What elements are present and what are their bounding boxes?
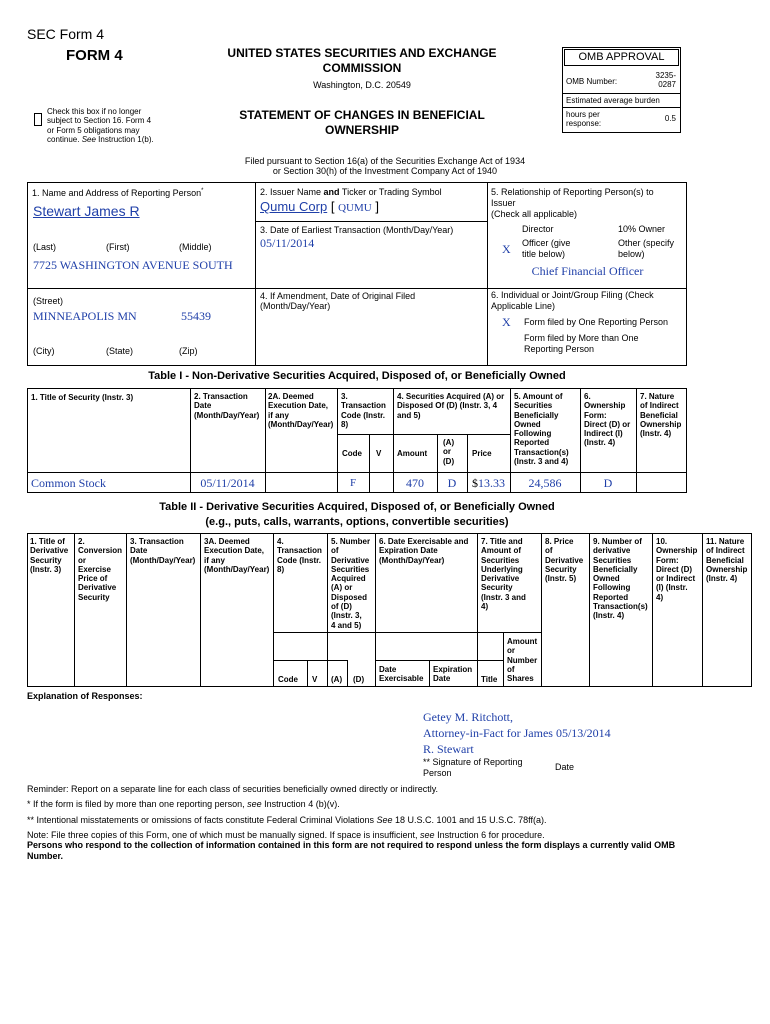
t2-h2-3: Exercise bbox=[78, 564, 111, 574]
t1-h3 bbox=[341, 392, 386, 429]
t2-h11 bbox=[706, 537, 747, 583]
filing-label-2: Applicable Line) bbox=[491, 301, 556, 311]
reporting-person-label bbox=[32, 188, 203, 198]
t2-h2-2: or bbox=[78, 555, 86, 565]
t2-sub-title: Title bbox=[481, 675, 498, 684]
t2-h2-5: Derivative bbox=[78, 583, 117, 593]
t1-h7-1: of Indirect bbox=[640, 401, 679, 411]
issuer-label bbox=[260, 187, 442, 197]
omb-disclaimer-2: Number. bbox=[27, 851, 64, 861]
t2-h10-2: Form: bbox=[656, 555, 679, 565]
t1-h6-0: 6. bbox=[584, 392, 591, 401]
reminder-note: Reminder: Report on a separate line for each class of securities beneficially owned directly or indirectly. bbox=[27, 784, 439, 794]
checkbox-text-3: or Form 5 obligations may bbox=[47, 125, 140, 135]
t2-h9-2: Securities bbox=[593, 555, 632, 565]
t2-h9-6: Reported bbox=[593, 592, 629, 602]
t2-h4-2: Code (Instr. bbox=[277, 555, 322, 565]
street-label: (Street) bbox=[33, 296, 64, 306]
reporting-city: MINNEAPOLIS MN bbox=[33, 309, 137, 323]
officer-label-2: title below) bbox=[522, 249, 566, 259]
omb-hours-value: 0.5 bbox=[664, 114, 676, 123]
filing-label bbox=[491, 290, 654, 312]
t2-sub-amount bbox=[507, 637, 537, 683]
t2-h3a bbox=[204, 537, 269, 574]
note1-post: Instruction 4 (b)(v). bbox=[264, 799, 340, 810]
t2-h11-1: of Indirect bbox=[706, 546, 745, 556]
t2-h7-0: 7. Title and bbox=[481, 537, 523, 546]
note3-post: Instruction 6 for procedure. bbox=[437, 829, 545, 840]
t2-h5-6: Disposed bbox=[331, 592, 368, 602]
t2-h3a-3: (Month/Day/Year) bbox=[204, 564, 270, 574]
t1-sub-code: Code bbox=[342, 449, 362, 458]
t2-h6 bbox=[379, 537, 468, 565]
reporting-person-label-sup: * bbox=[201, 188, 204, 194]
t2-h9-7: Transaction(s) bbox=[593, 602, 648, 612]
issuer-label-and: and bbox=[323, 187, 340, 197]
filing-check-mark: X bbox=[502, 315, 511, 329]
t1-h2-1: Date bbox=[194, 401, 212, 411]
t2-h10-4: or Indirect bbox=[656, 574, 696, 584]
t2-h7-4: Derivative bbox=[481, 574, 520, 584]
t2-h4-0: 4. bbox=[277, 537, 284, 546]
t2-h5-3: Securities bbox=[331, 564, 370, 574]
note2-pre: ** Intentional misstatements or omissions of facts constitute Federal Criminal Violations bbox=[27, 814, 374, 825]
earliest-date-label: 3. Date of Earliest Transaction (Month/Day/Year) bbox=[260, 225, 454, 235]
t2-h9-4: Owned bbox=[593, 574, 620, 584]
omb-disclaimer-1: Persons who respond to the collection of information contained in this form are not required to respond unless the form displays a currently valid OMB bbox=[27, 840, 676, 850]
t2-h8-4: (Instr. 5) bbox=[545, 574, 577, 584]
t2-sub-amount-4: Shares bbox=[507, 674, 534, 684]
state-label: (State) bbox=[106, 346, 134, 356]
t2-h2 bbox=[78, 537, 122, 602]
t1-h2-0: 2. Transaction bbox=[194, 392, 248, 401]
filing-label-1: 6. Individual or Joint/Group Filing (Check bbox=[491, 290, 654, 300]
checkbox-text-1: Check this box if no longer bbox=[47, 107, 142, 116]
t2-h10-6: 4) bbox=[656, 592, 664, 602]
t2-sub-exp-0: Expiration bbox=[433, 665, 473, 674]
t2-h4-3: 8) bbox=[277, 564, 285, 574]
filed-line-2: or Section 30(h) of the Investment Company Act of 1940 bbox=[272, 166, 498, 176]
t2-h8 bbox=[545, 537, 583, 583]
amendment-label bbox=[260, 291, 415, 311]
t2-h11-3: Ownership bbox=[706, 564, 748, 574]
t1-row-form: D bbox=[603, 476, 613, 490]
t2-h5-9: 4 and 5) bbox=[331, 620, 362, 630]
t2-h9 bbox=[593, 537, 648, 621]
t2-sub-d: (D) bbox=[353, 675, 365, 684]
t1-sub-aod bbox=[443, 438, 454, 466]
t1-sub-amount: Amount bbox=[397, 449, 428, 458]
t1-row-aod: D bbox=[447, 476, 457, 490]
omb-disclaimer bbox=[27, 840, 757, 862]
t2-h4 bbox=[277, 537, 322, 574]
t2-sub-code: Code bbox=[278, 675, 298, 684]
t2-h6-2: (Month/Day/Year) bbox=[379, 555, 445, 565]
t2-h6-0: 6. Date Exercisable and bbox=[379, 537, 469, 546]
t2-h8-0: 8. Price bbox=[545, 537, 574, 546]
t1-h7-0: 7. Nature bbox=[640, 392, 675, 401]
t1-row-date: 05/11/2014 bbox=[200, 476, 255, 490]
t2-h1-1: Derivative bbox=[30, 546, 69, 556]
t1-row-code: F bbox=[349, 477, 357, 489]
one-person-option[interactable]: Form filed by One Reporting Person bbox=[524, 317, 669, 327]
checkbox-instruction: Instruction 1(b). bbox=[98, 134, 154, 144]
signature-label-2: Person bbox=[423, 768, 452, 778]
t1-h2a-0: 2A. Deemed bbox=[268, 392, 314, 401]
omb-burden-label: Estimated average burden bbox=[566, 96, 660, 105]
omb-number-value bbox=[630, 71, 676, 90]
agency-line-1: UNITED STATES SECURITIES AND EXCHANGE bbox=[227, 46, 497, 60]
t2-h11-2: Beneficial bbox=[706, 555, 744, 565]
t2-h3a-1: Execution Date, bbox=[204, 546, 265, 556]
t2-h1 bbox=[30, 537, 68, 574]
omb-hours-1: hours per bbox=[566, 110, 600, 119]
t2-h7 bbox=[481, 537, 526, 611]
t1-h5-7: (Instr. 3 and 4) bbox=[514, 457, 569, 467]
t2-h6-1: Expiration Date bbox=[379, 546, 438, 556]
t2-h3a-0: 3A. Deemed bbox=[204, 537, 250, 546]
t2-h7-3: Underlying bbox=[481, 564, 523, 574]
omb-title: OMB APPROVAL bbox=[564, 49, 679, 66]
other-label-1: Other (specify bbox=[618, 238, 675, 248]
t2-sub-date-ex bbox=[379, 665, 423, 684]
table2-title-1: Table II - Derivative Securities Acquired, Disposed of, or Beneficially Owned bbox=[159, 501, 555, 513]
zip-label: (Zip) bbox=[179, 346, 198, 356]
ticker-bracket-open: [ bbox=[330, 199, 335, 214]
t2-h2-4: Price of bbox=[78, 574, 108, 584]
t2-h10 bbox=[656, 537, 697, 602]
t2-h4-1: Transaction bbox=[277, 546, 322, 556]
t2-h9-0: 9. Number of bbox=[593, 537, 642, 546]
t2-sub-amount-0: Amount bbox=[507, 637, 538, 646]
t2-h11-0: 11. Nature bbox=[706, 537, 745, 546]
t2-h1-3: (Instr. 3) bbox=[30, 564, 62, 574]
t2-h5-4: Acquired bbox=[331, 574, 366, 584]
t1-h7 bbox=[640, 392, 681, 438]
t2-h3-2: (Month/Day/Year) bbox=[130, 555, 196, 565]
t1-h2-2: (Month/Day/Year) bbox=[194, 410, 260, 420]
t2-h10-0: 10. bbox=[656, 537, 668, 546]
omb-hours-label bbox=[566, 110, 601, 129]
relationship-label-1: 5. Relationship of Reporting Person(s) to bbox=[491, 187, 654, 197]
t1-h6-4: Indirect (I) bbox=[584, 429, 623, 439]
omb-number-label: OMB Number: bbox=[566, 77, 618, 86]
t2-h1-0: 1. Title of bbox=[30, 537, 65, 546]
footnotes bbox=[27, 782, 747, 843]
table2-title-2: (e.g., puts, calls, warrants, options, convertible securities) bbox=[205, 516, 509, 528]
t2-sub-date-ex-0: Date bbox=[379, 665, 397, 674]
reporting-person-label-text: 1. Name and Address of Reporting Person bbox=[32, 188, 202, 198]
note3-see: see bbox=[420, 829, 435, 840]
relationship-label bbox=[491, 187, 654, 220]
signature-label-1: ** Signature of Reporting bbox=[423, 757, 523, 767]
statement-line-2: OWNERSHIP bbox=[324, 123, 399, 137]
middle-label: (Middle) bbox=[179, 242, 212, 252]
t1-sub-aod-0: (A) bbox=[443, 438, 455, 447]
issuer-label-post: Ticker or Trading Symbol bbox=[341, 187, 442, 197]
note3-pre: Note: File three copies of this Form, one of which must be manually signed. If space is insufficient, bbox=[27, 829, 418, 840]
t1-h6-2: Form: bbox=[584, 410, 607, 420]
sec-form-label: SEC Form 4 bbox=[27, 26, 105, 42]
earliest-date-value: 05/11/2014 bbox=[260, 236, 315, 250]
t2-sub-a: (A) bbox=[331, 675, 343, 684]
t1-h3-0: 3. bbox=[341, 392, 348, 401]
issuer-name-ticker bbox=[260, 199, 379, 214]
t1-row-price-sign: $ bbox=[472, 476, 478, 490]
t1-h5 bbox=[514, 392, 569, 466]
note2-post: 18 U.S.C. 1001 and 15 U.S.C. 78ff(a). bbox=[395, 814, 547, 825]
issuer-ticker: QUMU bbox=[338, 202, 372, 214]
filed-pursuant bbox=[150, 156, 620, 176]
t1-h2a bbox=[268, 392, 333, 429]
explanation-label: Explanation of Responses: bbox=[27, 691, 143, 701]
t2-h3 bbox=[130, 537, 195, 565]
t2-h7-1: Amount of bbox=[481, 546, 521, 556]
t2-h9-3: Beneficially bbox=[593, 564, 638, 574]
t1-h7-2: Beneficial bbox=[640, 410, 678, 420]
t1-row-amount: 470 bbox=[406, 476, 424, 490]
t2-h3-1: Date bbox=[130, 546, 148, 556]
reporting-address: 7725 WASHINGTON AVENUE SOUTH bbox=[33, 258, 233, 272]
t2-h5-7: of (D) bbox=[331, 602, 352, 612]
t1-h6-3: Direct (D) or bbox=[584, 419, 631, 429]
table2-title bbox=[27, 500, 687, 530]
t2-h9-1: derivative bbox=[593, 546, 631, 556]
t1-h2a-2: if any bbox=[268, 410, 289, 420]
director-option[interactable]: Director bbox=[522, 224, 554, 234]
t1-row-title: Common Stock bbox=[31, 476, 107, 490]
t1-h4-2: and 5) bbox=[397, 410, 421, 420]
more-persons-2: Reporting Person bbox=[524, 344, 595, 354]
t2-h8-2: Derivative bbox=[545, 555, 584, 565]
issuer-name-link[interactable]: Qumu Corp bbox=[260, 199, 328, 214]
t2-h5-0: 5. Number bbox=[331, 537, 371, 546]
t1-sub-v: V bbox=[376, 449, 382, 458]
t2-sub-exp bbox=[433, 665, 472, 684]
t2-h10-1: Ownership bbox=[656, 546, 698, 556]
city-label: (City) bbox=[33, 346, 55, 356]
t2-h5-1: of bbox=[331, 546, 339, 556]
t1-h4-1: Disposed Of (D) (Instr. 3, 4 bbox=[397, 401, 498, 411]
reporting-person-name[interactable]: Stewart James R bbox=[33, 203, 140, 219]
checkbox-see: See bbox=[81, 134, 96, 144]
t2-h7-7: 4) bbox=[481, 602, 489, 612]
signature-line-1: Getey M. Ritchott, bbox=[423, 710, 513, 724]
t1-sub-aod-1: or bbox=[443, 447, 451, 457]
t2-sub-v: V bbox=[312, 675, 318, 684]
signature-line-3: R. Stewart bbox=[423, 742, 474, 756]
t2-h7-2: Securities bbox=[481, 555, 520, 565]
t1-h2a-1: Execution Date, bbox=[268, 401, 329, 411]
t2-sub-exp-1: Date bbox=[433, 674, 451, 684]
t1-sub-price: Price bbox=[472, 449, 492, 458]
signature-block bbox=[423, 709, 611, 757]
officer-label-1: Officer (give bbox=[522, 238, 571, 248]
other-option[interactable] bbox=[618, 238, 674, 260]
agency-line-2: COMMISSION bbox=[322, 61, 402, 75]
t1-row-price-value: 13.33 bbox=[478, 476, 505, 490]
t2-h9-8: (Instr. 4) bbox=[593, 611, 625, 621]
signature-line-2: Attorney-in-Fact for James bbox=[423, 726, 553, 740]
t2-h10-5: (I) (Instr. bbox=[656, 583, 688, 593]
t1-h6-1: Ownership bbox=[584, 401, 626, 411]
note-criminal-violations bbox=[27, 813, 747, 828]
officer-title: Chief Financial Officer bbox=[531, 264, 644, 278]
t1-h7-3: Ownership bbox=[640, 419, 682, 429]
t2-h2-0: 2. bbox=[78, 537, 85, 546]
table1-title: Table I - Non-Derivative Securities Acquired, Disposed of, or Beneficially Owned bbox=[148, 370, 566, 382]
statement-title bbox=[187, 108, 537, 138]
t2-h5 bbox=[331, 537, 370, 630]
checkbox-instructions bbox=[47, 107, 177, 144]
t2-sub-date-ex-1: Exercisable bbox=[379, 674, 424, 684]
first-label: (First) bbox=[106, 242, 130, 252]
more-persons-option[interactable] bbox=[524, 333, 639, 355]
t1-h5-4: Following bbox=[514, 429, 552, 439]
t1-h2 bbox=[194, 392, 259, 420]
note1-pre: * If the form is filed by more than one reporting person, bbox=[27, 799, 245, 810]
omb-hours-2: response: bbox=[566, 119, 602, 129]
ten-pct-owner-option[interactable]: 10% Owner bbox=[618, 224, 666, 234]
agency-location: Washington, D.C. 20549 bbox=[313, 80, 411, 90]
agency-name bbox=[187, 46, 537, 76]
checkbox-text-4: continue. bbox=[47, 134, 80, 144]
t1-h4-0: 4. Securities Acquired (A) or bbox=[397, 392, 505, 401]
t1-h3-2: Code (Instr. bbox=[341, 410, 386, 420]
t2-h8-3: Security bbox=[545, 564, 577, 574]
last-label: (Last) bbox=[33, 242, 57, 252]
t2-h10-3: Direct (D) bbox=[656, 564, 693, 574]
checkbox-text-2: subject to Section 16. Form 4 bbox=[47, 116, 152, 126]
t2-h5-8: (Instr. 3, bbox=[331, 611, 362, 621]
no-longer-subject-checkbox[interactable] bbox=[34, 113, 42, 126]
ticker-bracket-close: ] bbox=[375, 199, 379, 214]
signature-label bbox=[423, 757, 523, 779]
t1-h5-0: 5. Amount of bbox=[514, 392, 563, 401]
t2-h5-5: (A) or bbox=[331, 583, 353, 593]
form-title: FORM 4 bbox=[66, 47, 123, 64]
omb-number-2: 0287 bbox=[658, 80, 676, 90]
t1-h4 bbox=[397, 392, 504, 420]
t1-h5-1: Securities bbox=[514, 401, 553, 411]
t2-sub-amount-3: of bbox=[507, 664, 515, 674]
issuer-label-pre: 2. Issuer Name bbox=[260, 187, 322, 197]
relationship-label-2: Issuer bbox=[491, 198, 516, 208]
note-multiple-persons bbox=[27, 797, 747, 812]
t1-h5-3: Owned bbox=[514, 419, 541, 429]
relationship-label-3: (Check all applicable) bbox=[491, 209, 578, 219]
t2-h2-6: Security bbox=[78, 592, 110, 602]
t1-h2a-3: (Month/Day/Year) bbox=[268, 419, 334, 429]
statement-line-1: STATEMENT OF CHANGES IN BENEFICIAL bbox=[239, 108, 485, 122]
t1-sub-aod-2: (D) bbox=[443, 456, 455, 466]
amendment-label-1: 4. If Amendment, Date of Original Filed bbox=[260, 291, 416, 301]
signature-date: 05/13/2014 bbox=[555, 726, 611, 740]
t1-row-owned: 24,586 bbox=[528, 476, 562, 490]
t2-h3-0: 3. Transaction bbox=[130, 537, 184, 546]
other-label-2: below) bbox=[618, 249, 645, 259]
officer-option[interactable] bbox=[522, 238, 570, 260]
t1-h3-1: Transaction bbox=[341, 401, 386, 411]
t1-h5-2: Beneficially bbox=[514, 410, 559, 420]
more-persons-1: Form filed by More than One bbox=[524, 333, 639, 343]
t2-h5-2: Derivative bbox=[331, 555, 370, 565]
note2-see: See bbox=[376, 814, 393, 825]
t1-h5-5: Reported bbox=[514, 438, 550, 448]
t2-sub-amount-1: or bbox=[507, 646, 515, 656]
date-label: Date bbox=[555, 762, 575, 772]
t1-row-price bbox=[472, 476, 505, 491]
amendment-label-2: (Month/Day/Year) bbox=[260, 301, 331, 311]
t2-h1-2: Security bbox=[30, 555, 62, 565]
t2-h11-4: (Instr. 4) bbox=[706, 574, 738, 584]
t1-h3-3: 8) bbox=[341, 419, 349, 429]
t1-h1: 1. Title of Security (Instr. 3) bbox=[31, 393, 134, 402]
t1-h6-5: (Instr. 4) bbox=[584, 438, 616, 448]
t1-h7-4: (Instr. 4) bbox=[640, 429, 672, 439]
t2-h7-6: (Instr. 3 and bbox=[481, 592, 526, 602]
t2-sub-amount-2: Number bbox=[507, 655, 538, 665]
omb-number-1: 3235- bbox=[655, 71, 676, 80]
note1-see: see bbox=[247, 799, 262, 810]
t1-h5-6: Transaction(s) bbox=[514, 447, 569, 457]
officer-check-mark: X bbox=[502, 242, 511, 256]
t2-h2-1: Conversion bbox=[78, 546, 123, 556]
t1-h6 bbox=[584, 392, 630, 448]
t2-h7-5: Security bbox=[481, 583, 513, 593]
t2-h9-5: Following bbox=[593, 583, 631, 593]
filed-line-1: Filed pursuant to Section 16(a) of the Securities Exchange Act of 1934 bbox=[244, 156, 526, 166]
t2-h8-1: of bbox=[545, 546, 553, 556]
t2-h3a-2: if any bbox=[204, 555, 225, 565]
reporting-zip: 55439 bbox=[181, 309, 211, 323]
